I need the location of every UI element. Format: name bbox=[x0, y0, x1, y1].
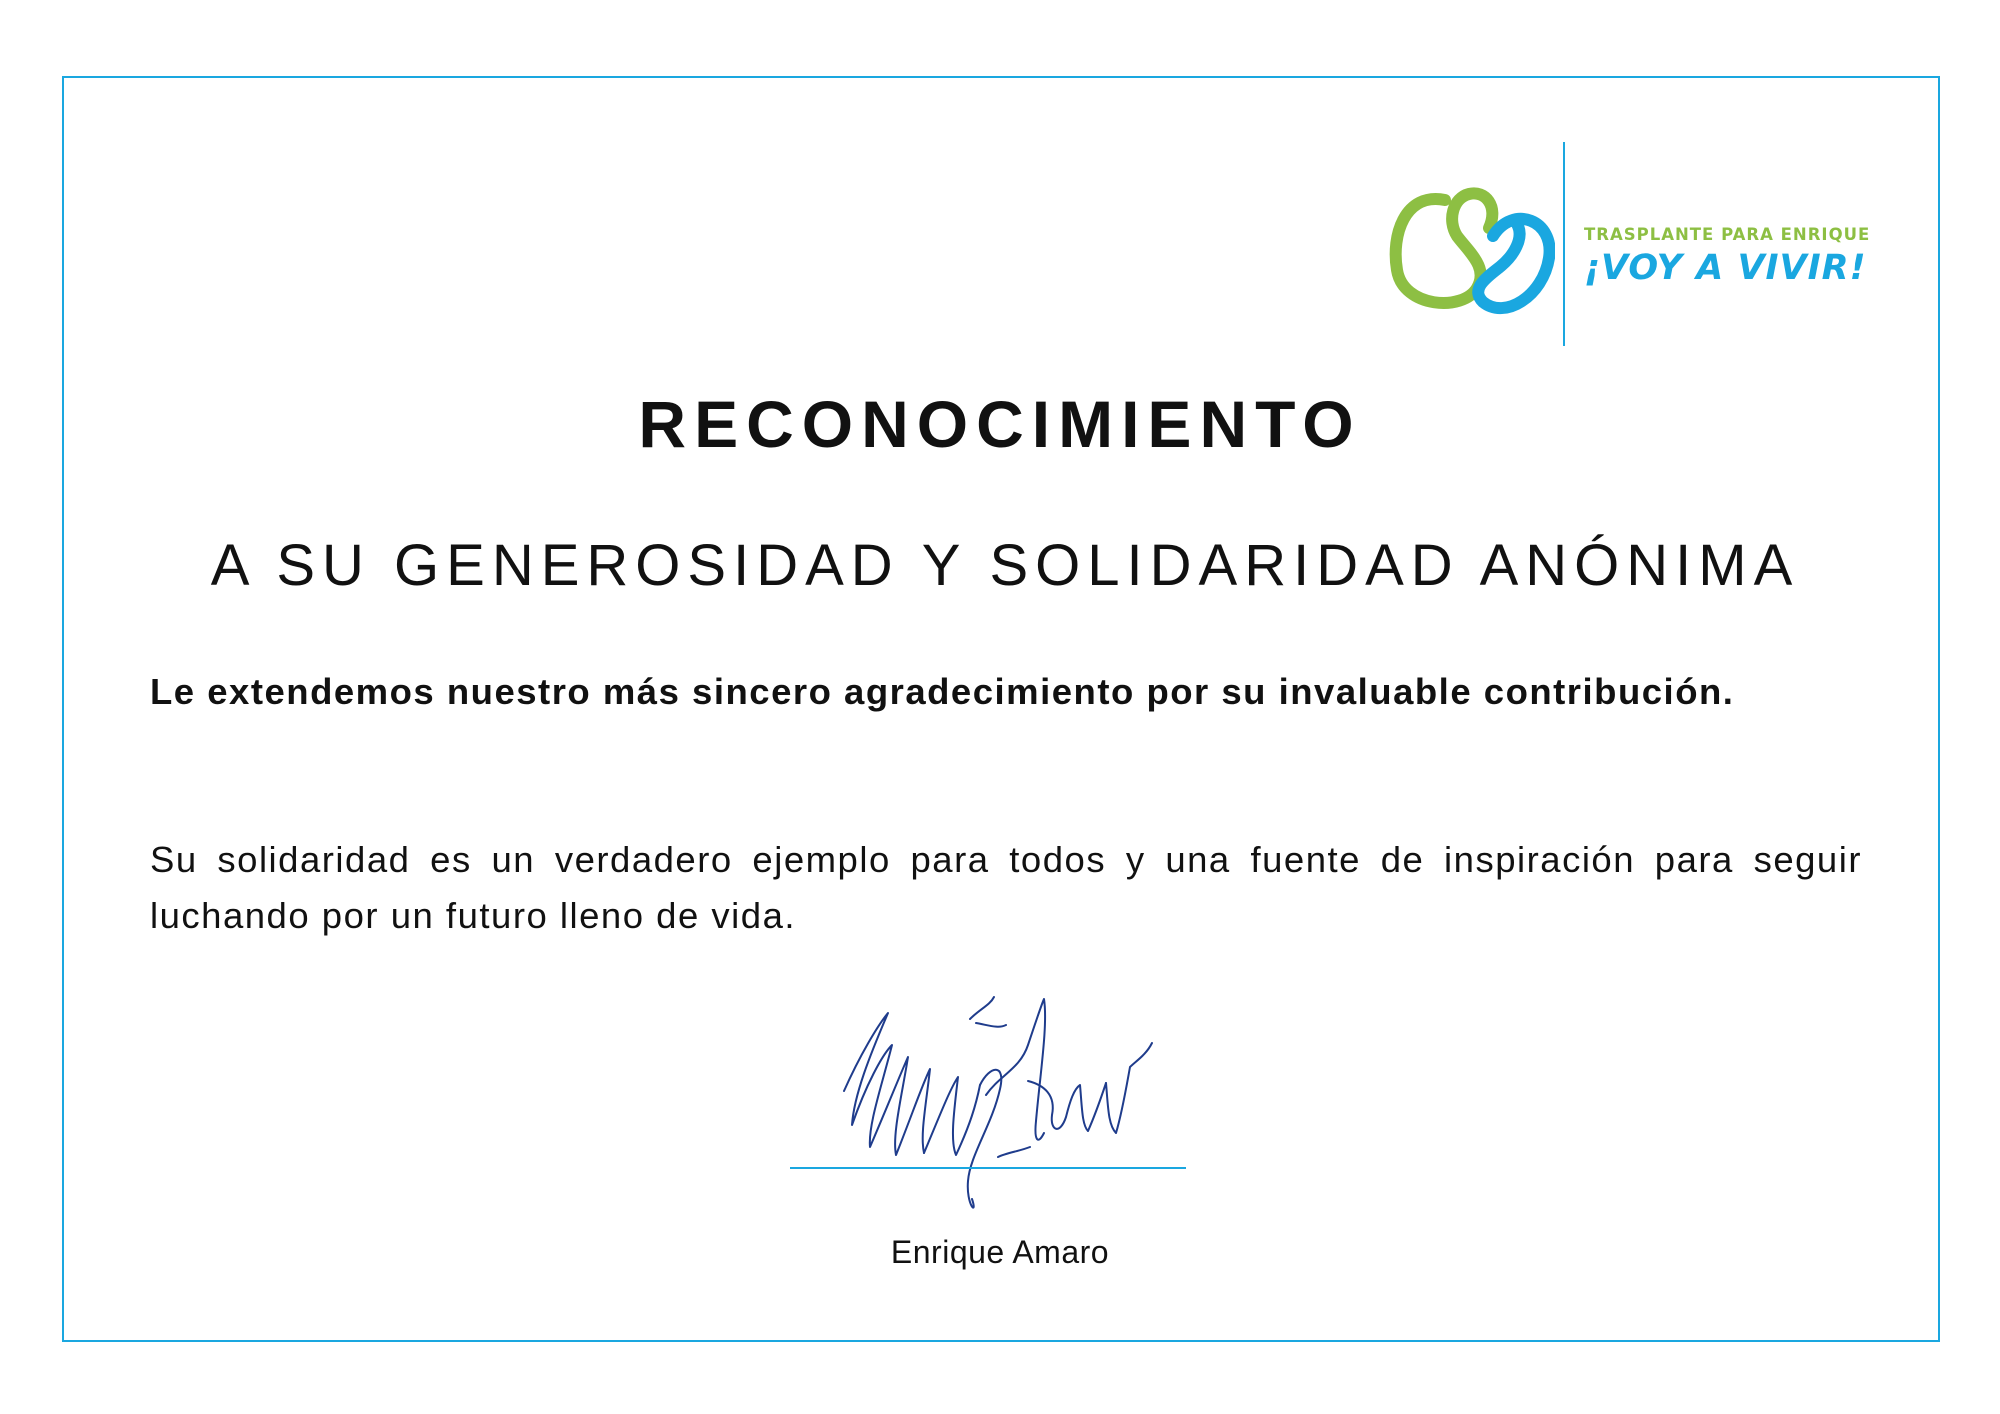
logo-divider bbox=[1563, 142, 1565, 346]
inspiration-paragraph: Su solidaridad es un verdadero ejemplo para todos y una fuente de inspiración para seguir luchando por un futuro lleno de vida. bbox=[150, 839, 1862, 936]
logo bbox=[1385, 140, 1885, 350]
signature-line bbox=[790, 1167, 1186, 1169]
gratitude-paragraph: Le extendemos nuestro más sincero agradecimiento por su invaluable contribución. bbox=[150, 671, 1735, 712]
kidney-logo-icon bbox=[1385, 180, 1555, 320]
certificate-subtitle: A SU GENEROSIDAD Y SOLIDARIDAD ANÓNIMA bbox=[210, 533, 1800, 598]
logo-slogan: ¡VOY A VIVIR! bbox=[1584, 248, 1867, 288]
signer-name: Enrique Amaro bbox=[890, 1234, 1110, 1270]
certificate-title: RECONOCIMIENTO bbox=[638, 387, 1362, 461]
handwritten-signature bbox=[830, 985, 1180, 1225]
logo-tagline: TRASPLANTE PARA ENRIQUE bbox=[1584, 225, 1871, 244]
